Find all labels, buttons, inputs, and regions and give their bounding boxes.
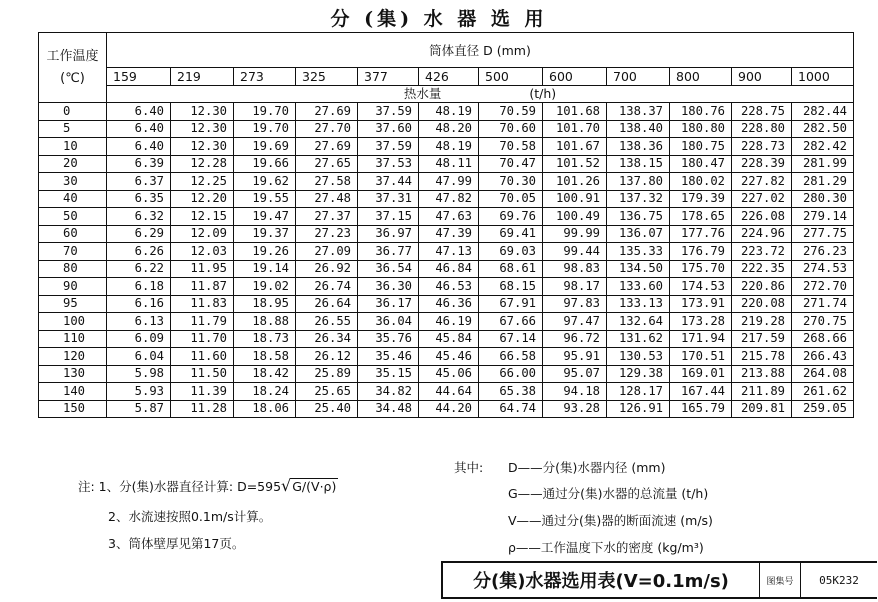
flow-cell: 174.53 [670, 278, 732, 296]
flow-cell: 45.46 [419, 348, 479, 366]
flow-cell: 276.23 [792, 243, 854, 261]
flow-cell: 180.02 [670, 173, 732, 191]
flow-cell: 69.03 [479, 243, 543, 261]
flow-cell: 228.80 [732, 120, 792, 138]
flow-cell: 36.30 [358, 278, 419, 296]
flow-cell: 6.18 [107, 278, 171, 296]
flow-cell: 18.24 [234, 383, 296, 401]
flow-cell: 12.15 [171, 208, 234, 226]
note-1: 注: 1、分(集)水器直径计算: D=595√G/(V·ρ) [78, 476, 337, 495]
flow-cell: 136.75 [607, 208, 670, 226]
flow-cell: 36.17 [358, 295, 419, 313]
flow-cell: 25.65 [296, 383, 358, 401]
flow-cell: 135.33 [607, 243, 670, 261]
flow-cell: 223.72 [732, 243, 792, 261]
flow-cell: 26.55 [296, 313, 358, 331]
flow-cell: 18.06 [234, 400, 296, 418]
flow-cell: 67.66 [479, 313, 543, 331]
flow-cell: 228.73 [732, 138, 792, 156]
flow-cell: 99.44 [543, 243, 607, 261]
flow-cell: 277.75 [792, 225, 854, 243]
flow-cell: 19.70 [234, 103, 296, 121]
flow-cell: 67.14 [479, 330, 543, 348]
temperature-cell: 10 [39, 138, 107, 156]
flow-cell: 36.04 [358, 313, 419, 331]
flow-cell: 272.70 [792, 278, 854, 296]
flow-cell: 45.06 [419, 365, 479, 383]
table-row [39, 103, 854, 121]
flow-cell: 5.98 [107, 365, 171, 383]
flow-cell: 5.93 [107, 383, 171, 401]
flow-cell: 6.37 [107, 173, 171, 191]
flow-cell: 70.30 [479, 173, 543, 191]
flow-cell: 133.13 [607, 295, 670, 313]
flow-cell: 173.91 [670, 295, 732, 313]
table-row [39, 190, 854, 208]
note-1-sqrt-term: G/(V·ρ) [292, 479, 337, 494]
flow-cell: 34.48 [358, 400, 419, 418]
flow-cell: 48.20 [419, 120, 479, 138]
flow-cell: 177.76 [670, 225, 732, 243]
table-row [39, 400, 854, 418]
flow-cell: 18.95 [234, 295, 296, 313]
flow-cell: 220.08 [732, 295, 792, 313]
table-row [39, 208, 854, 226]
flow-cell: 282.44 [792, 103, 854, 121]
flow-cell: 134.50 [607, 260, 670, 278]
flow-cell: 5.87 [107, 400, 171, 418]
temperature-cell: 120 [39, 348, 107, 366]
flow-cell: 47.99 [419, 173, 479, 191]
flow-cell: 165.79 [670, 400, 732, 418]
heat-flow-header [107, 85, 854, 103]
flow-cell: 48.11 [419, 155, 479, 173]
flow-cell: 101.26 [543, 173, 607, 191]
flow-cell: 48.19 [419, 138, 479, 156]
flow-cell: 6.16 [107, 295, 171, 313]
diameter-cell: 1000 [792, 68, 854, 86]
table-row [39, 120, 854, 138]
temperature-cell: 60 [39, 225, 107, 243]
flow-cell: 34.82 [358, 383, 419, 401]
flow-cell: 19.55 [234, 190, 296, 208]
flow-cell: 46.19 [419, 313, 479, 331]
table-row [39, 330, 854, 348]
flow-cell: 97.83 [543, 295, 607, 313]
temperature-cell: 50 [39, 208, 107, 226]
flow-cell: 227.02 [732, 190, 792, 208]
flow-cell: 35.46 [358, 348, 419, 366]
flow-cell: 12.30 [171, 138, 234, 156]
note-3: 3、筒体壁厚见第17页。 [108, 536, 245, 551]
selection-table [38, 32, 854, 418]
flow-cell: 18.88 [234, 313, 296, 331]
temperature-cell: 100 [39, 313, 107, 331]
flow-cell: 93.28 [543, 400, 607, 418]
flow-cell: 70.59 [479, 103, 543, 121]
flow-cell: 99.99 [543, 225, 607, 243]
temperature-cell: 20 [39, 155, 107, 173]
flow-cell: 69.41 [479, 225, 543, 243]
definition-rho: ρ——工作温度下水的密度 (kg/m³) [508, 540, 704, 555]
flow-cell: 215.78 [732, 348, 792, 366]
flow-cell: 227.82 [732, 173, 792, 191]
flow-cell: 66.58 [479, 348, 543, 366]
flow-cell: 128.17 [607, 383, 670, 401]
temperature-cell: 30 [39, 173, 107, 191]
temperature-cell: 130 [39, 365, 107, 383]
flow-cell: 27.69 [296, 138, 358, 156]
flow-cell: 36.97 [358, 225, 419, 243]
flow-cell: 6.40 [107, 120, 171, 138]
flow-cell: 35.76 [358, 330, 419, 348]
flow-cell: 64.74 [479, 400, 543, 418]
flow-cell: 27.48 [296, 190, 358, 208]
flow-cell: 11.95 [171, 260, 234, 278]
flow-cell: 36.54 [358, 260, 419, 278]
flow-cell: 261.62 [792, 383, 854, 401]
flow-cell: 138.40 [607, 120, 670, 138]
flow-cell: 19.69 [234, 138, 296, 156]
diameter-header: 筒体直径 D (mm) [107, 33, 854, 68]
flow-cell: 97.47 [543, 313, 607, 331]
flow-cell: 37.31 [358, 190, 419, 208]
table-row [39, 348, 854, 366]
diameter-cell: 325 [296, 68, 358, 86]
flow-cell: 6.40 [107, 103, 171, 121]
table-row [39, 295, 854, 313]
diameter-cell: 900 [732, 68, 792, 86]
note-1-text: 注: 1、分(集)水器直径计算: D=595 [78, 479, 282, 494]
temperature-cell: 0 [39, 103, 107, 121]
flow-cell: 130.53 [607, 348, 670, 366]
flow-cell: 44.20 [419, 400, 479, 418]
flow-cell: 281.29 [792, 173, 854, 191]
flow-cell: 226.08 [732, 208, 792, 226]
flow-cell: 98.83 [543, 260, 607, 278]
flow-cell: 138.36 [607, 138, 670, 156]
flow-cell: 27.65 [296, 155, 358, 173]
flow-cell: 19.02 [234, 278, 296, 296]
flow-cell: 131.62 [607, 330, 670, 348]
diameter-cell: 700 [607, 68, 670, 86]
diameter-cell: 377 [358, 68, 419, 86]
flow-cell: 46.36 [419, 295, 479, 313]
flow-cell: 224.96 [732, 225, 792, 243]
flow-cell: 94.18 [543, 383, 607, 401]
flow-cell: 47.63 [419, 208, 479, 226]
atlas-number-label: 图集号 [760, 563, 801, 597]
flow-cell: 264.08 [792, 365, 854, 383]
flow-cell: 274.53 [792, 260, 854, 278]
flow-cell: 27.70 [296, 120, 358, 138]
temperature-cell: 5 [39, 120, 107, 138]
table-row [39, 243, 854, 261]
flow-cell: 281.99 [792, 155, 854, 173]
temperature-cell: 140 [39, 383, 107, 401]
flow-cell: 48.19 [419, 103, 479, 121]
flow-cell: 46.53 [419, 278, 479, 296]
flow-cell: 47.39 [419, 225, 479, 243]
table-row [39, 173, 854, 191]
flow-cell: 11.87 [171, 278, 234, 296]
flow-cell: 270.75 [792, 313, 854, 331]
flow-cell: 259.05 [792, 400, 854, 418]
flow-cell: 68.15 [479, 278, 543, 296]
diameter-cell: 426 [419, 68, 479, 86]
note-2: 2、水流速按照0.1m/s计算。 [108, 509, 272, 524]
flow-cell: 47.13 [419, 243, 479, 261]
flow-cell: 12.03 [171, 243, 234, 261]
flow-cell: 70.58 [479, 138, 543, 156]
diameter-cell: 800 [670, 68, 732, 86]
flow-cell: 12.30 [171, 120, 234, 138]
flow-cell: 12.20 [171, 190, 234, 208]
flow-cell: 11.50 [171, 365, 234, 383]
flow-cell: 70.60 [479, 120, 543, 138]
flow-cell: 222.35 [732, 260, 792, 278]
flow-cell: 175.70 [670, 260, 732, 278]
flow-cell: 19.70 [234, 120, 296, 138]
table-row [39, 278, 854, 296]
flow-cell: 70.47 [479, 155, 543, 173]
flow-cell: 27.23 [296, 225, 358, 243]
flow-cell: 137.80 [607, 173, 670, 191]
flow-cell: 6.35 [107, 190, 171, 208]
flow-cell: 37.59 [358, 103, 419, 121]
flow-cell: 279.14 [792, 208, 854, 226]
table-row [39, 138, 854, 156]
flow-cell: 18.58 [234, 348, 296, 366]
flow-cell: 11.83 [171, 295, 234, 313]
table-row [39, 155, 854, 173]
flow-cell: 211.89 [732, 383, 792, 401]
flow-cell: 19.37 [234, 225, 296, 243]
table-row [39, 313, 854, 331]
flow-cell: 19.66 [234, 155, 296, 173]
flow-cell: 228.75 [732, 103, 792, 121]
flow-cell: 228.39 [732, 155, 792, 173]
flow-cell: 66.00 [479, 365, 543, 383]
flow-cell: 6.13 [107, 313, 171, 331]
flow-cell: 46.84 [419, 260, 479, 278]
table-row [39, 225, 854, 243]
flow-cell: 37.59 [358, 138, 419, 156]
flow-cell: 129.38 [607, 365, 670, 383]
flow-cell: 70.05 [479, 190, 543, 208]
flow-cell: 176.79 [670, 243, 732, 261]
definition-d: D——分(集)水器内径 (mm) [508, 460, 666, 475]
temperature-cell: 110 [39, 330, 107, 348]
diameter-cell: 500 [479, 68, 543, 86]
page-title: 分 (集) 水 器 选 用 [330, 8, 548, 30]
diameter-cell: 159 [107, 68, 171, 86]
flow-cell: 37.44 [358, 173, 419, 191]
flow-cell: 6.32 [107, 208, 171, 226]
temperature-cell: 150 [39, 400, 107, 418]
flow-cell: 11.70 [171, 330, 234, 348]
flow-cell: 19.47 [234, 208, 296, 226]
flow-cell: 133.60 [607, 278, 670, 296]
title-block-title: 分(集)水器选用表(V=0.1m/s) [443, 563, 760, 597]
flow-cell: 27.69 [296, 103, 358, 121]
flow-cell: 69.76 [479, 208, 543, 226]
flow-cell: 132.64 [607, 313, 670, 331]
flow-cell: 26.74 [296, 278, 358, 296]
flow-cell: 36.77 [358, 243, 419, 261]
table-row [39, 383, 854, 401]
flow-cell: 26.12 [296, 348, 358, 366]
flow-cell: 11.60 [171, 348, 234, 366]
flow-cell: 6.29 [107, 225, 171, 243]
flow-cell: 27.09 [296, 243, 358, 261]
definition-g: G——通过分(集)水器的总流量 (t/h) [508, 486, 709, 501]
temperature-header [39, 33, 107, 103]
flow-cell: 217.59 [732, 330, 792, 348]
flow-cell: 44.64 [419, 383, 479, 401]
flow-cell: 12.30 [171, 103, 234, 121]
flow-cell: 209.81 [732, 400, 792, 418]
temperature-header-line1: 工作温度 [46, 48, 99, 64]
diameter-cell: 219 [171, 68, 234, 86]
atlas-number: 05K232 [819, 573, 859, 587]
flow-cell: 137.32 [607, 190, 670, 208]
flow-cell: 213.88 [732, 365, 792, 383]
diameter-row [39, 68, 854, 86]
flow-cell: 136.07 [607, 225, 670, 243]
flow-cell: 271.74 [792, 295, 854, 313]
heat-flow-label: 热水量 [403, 86, 442, 102]
flow-cell: 101.67 [543, 138, 607, 156]
flow-cell: 12.25 [171, 173, 234, 191]
flow-cell: 18.42 [234, 365, 296, 383]
flow-cell: 100.49 [543, 208, 607, 226]
flow-cell: 178.65 [670, 208, 732, 226]
flow-cell: 96.72 [543, 330, 607, 348]
flow-cell: 45.84 [419, 330, 479, 348]
flow-cell: 282.50 [792, 120, 854, 138]
flow-cell: 180.47 [670, 155, 732, 173]
flow-cell: 26.64 [296, 295, 358, 313]
flow-cell: 126.91 [607, 400, 670, 418]
flow-cell: 35.15 [358, 365, 419, 383]
flow-cell: 167.44 [670, 383, 732, 401]
flow-cell: 171.94 [670, 330, 732, 348]
flow-cell: 6.22 [107, 260, 171, 278]
flow-cell: 19.14 [234, 260, 296, 278]
flow-cell: 180.80 [670, 120, 732, 138]
flow-cell: 180.76 [670, 103, 732, 121]
flow-cell: 6.39 [107, 155, 171, 173]
flow-cell: 266.43 [792, 348, 854, 366]
diameter-cell: 273 [234, 68, 296, 86]
flow-cell: 6.04 [107, 348, 171, 366]
flow-cell: 138.37 [607, 103, 670, 121]
flow-cell: 26.92 [296, 260, 358, 278]
flow-cell: 67.91 [479, 295, 543, 313]
temperature-cell: 90 [39, 278, 107, 296]
definitions-lead: 其中: [454, 460, 484, 475]
flow-cell: 11.79 [171, 313, 234, 331]
flow-cell: 220.86 [732, 278, 792, 296]
flow-cell: 180.75 [670, 138, 732, 156]
flow-cell: 19.26 [234, 243, 296, 261]
temperature-cell: 70 [39, 243, 107, 261]
flow-cell: 26.34 [296, 330, 358, 348]
flow-cell: 37.15 [358, 208, 419, 226]
definition-v: V——通过分(集)器的断面流速 (m/s) [508, 513, 713, 528]
heat-flow-unit: (t/h) [529, 86, 557, 102]
flow-cell: 6.09 [107, 330, 171, 348]
flow-cell: 100.91 [543, 190, 607, 208]
flow-cell: 101.70 [543, 120, 607, 138]
flow-cell: 6.40 [107, 138, 171, 156]
flow-cell: 27.58 [296, 173, 358, 191]
temperature-cell: 95 [39, 295, 107, 313]
flow-cell: 219.28 [732, 313, 792, 331]
flow-cell: 173.28 [670, 313, 732, 331]
flow-cell: 65.38 [479, 383, 543, 401]
flow-cell: 179.39 [670, 190, 732, 208]
flow-cell: 25.89 [296, 365, 358, 383]
flow-cell: 27.37 [296, 208, 358, 226]
flow-cell: 12.09 [171, 225, 234, 243]
title-block [441, 561, 877, 599]
temperature-cell: 80 [39, 260, 107, 278]
flow-cell: 101.68 [543, 103, 607, 121]
diameter-cell: 600 [543, 68, 607, 86]
flow-cell: 18.73 [234, 330, 296, 348]
temperature-header-line2: (℃) [60, 70, 85, 86]
flow-cell: 6.26 [107, 243, 171, 261]
flow-cell: 37.60 [358, 120, 419, 138]
flow-cell: 282.42 [792, 138, 854, 156]
flow-cell: 19.62 [234, 173, 296, 191]
flow-cell: 11.28 [171, 400, 234, 418]
flow-cell: 68.61 [479, 260, 543, 278]
flow-cell: 95.91 [543, 348, 607, 366]
flow-cell: 280.30 [792, 190, 854, 208]
flow-cell: 47.82 [419, 190, 479, 208]
flow-cell: 12.28 [171, 155, 234, 173]
flow-cell: 11.39 [171, 383, 234, 401]
flow-cell: 169.01 [670, 365, 732, 383]
table-row [39, 260, 854, 278]
flow-cell: 98.17 [543, 278, 607, 296]
temperature-cell: 40 [39, 190, 107, 208]
flow-cell: 25.40 [296, 400, 358, 418]
flow-cell: 101.52 [543, 155, 607, 173]
flow-cell: 138.15 [607, 155, 670, 173]
flow-cell: 170.51 [670, 348, 732, 366]
flow-cell: 268.66 [792, 330, 854, 348]
flow-cell: 37.53 [358, 155, 419, 173]
flow-cell: 95.07 [543, 365, 607, 383]
table-row [39, 365, 854, 383]
